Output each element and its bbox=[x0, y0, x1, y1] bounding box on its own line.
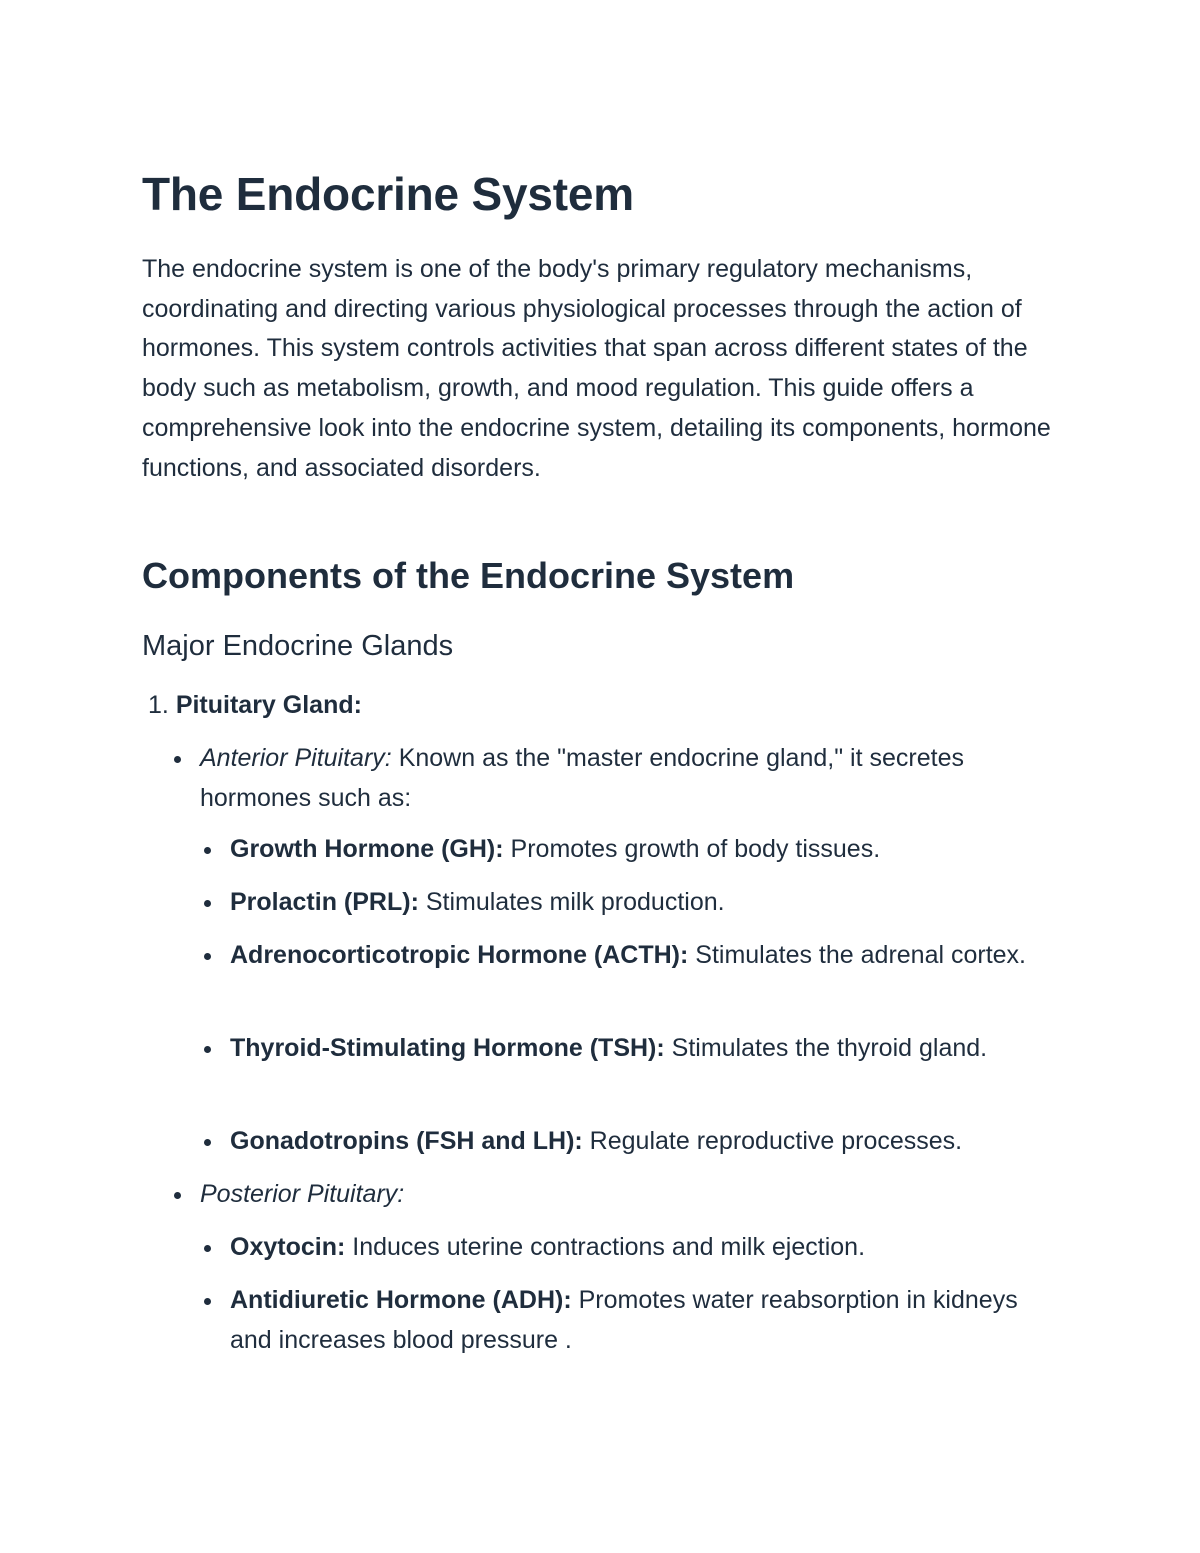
posterior-label: Posterior Pituitary: bbox=[200, 1180, 405, 1208]
bullet-icon bbox=[204, 1046, 211, 1053]
anterior-text: Known as the "master endocrine gland," it secretes hormones such as: bbox=[200, 744, 964, 812]
bullet-icon bbox=[204, 1298, 211, 1305]
list-number: 1. bbox=[148, 691, 169, 719]
bullet-icon bbox=[174, 756, 181, 763]
hormone-name: Growth Hormone (GH): bbox=[230, 835, 504, 863]
bullet-icon bbox=[204, 1139, 211, 1146]
hormone-name: Thyroid-Stimulating Hormone (TSH): bbox=[230, 1034, 665, 1062]
list-item-hormone bbox=[230, 1281, 1020, 1360]
hormone-desc: Stimulates the thyroid gland. bbox=[664, 1034, 988, 1062]
list-item-posterior-pituitary bbox=[200, 1175, 1070, 1215]
bullet-icon bbox=[204, 847, 211, 854]
subsection-heading: Major Endocrine Glands bbox=[142, 630, 454, 662]
hormone-name: Gonadotropins (FSH and LH): bbox=[230, 1127, 583, 1155]
list-item-hormone bbox=[230, 936, 1030, 976]
hormone-name: Antidiuretic Hormone (ADH): bbox=[230, 1286, 572, 1314]
hormone-desc: Promotes water reabsorption in kidneys and increases blood pressure . bbox=[230, 1286, 1018, 1354]
bullet-icon bbox=[204, 900, 211, 907]
list-item-pituitary-gland bbox=[148, 686, 362, 726]
page-title: The Endocrine System bbox=[142, 168, 634, 220]
hormone-name: Prolactin (PRL): bbox=[230, 888, 419, 916]
list-item-hormone bbox=[230, 830, 1060, 870]
hormone-desc: Stimulates the adrenal cortex. bbox=[688, 941, 1026, 969]
hormone-name: Oxytocin: bbox=[230, 1233, 346, 1261]
intro-paragraph: The endocrine system is one of the body's primary regulatory mechanisms, coordinating and directing various physiological processes through the action of hormones. This system controls activities that span across different states of the body such as metabolism, growth, and mood regulation. This guide offers a comprehensive look into the endocrine system, detailing its components, hormone functions, and associated disorders. bbox=[142, 255, 1051, 482]
bullet-icon bbox=[204, 1245, 211, 1252]
bullet-icon bbox=[204, 953, 211, 960]
bullet-icon bbox=[174, 1192, 181, 1199]
list-item-anterior-pituitary bbox=[200, 739, 1070, 818]
list-item-label: Pituitary Gland: bbox=[175, 691, 362, 719]
hormone-desc: Induces uterine contractions and milk ejection. bbox=[345, 1233, 866, 1261]
section-heading: Components of the Endocrine System bbox=[142, 555, 795, 596]
list-item-hormone bbox=[230, 1122, 1130, 1162]
hormone-name: Adrenocorticotropic Hormone (ACTH): bbox=[230, 941, 689, 969]
list-item-hormone bbox=[230, 1029, 1010, 1069]
list-item-hormone bbox=[230, 1228, 1060, 1268]
hormone-desc: Stimulates milk production. bbox=[418, 888, 725, 916]
anterior-label: Anterior Pituitary: bbox=[200, 744, 392, 772]
list-item-hormone bbox=[230, 883, 1060, 923]
hormone-desc: Promotes growth of body tissues. bbox=[503, 835, 881, 863]
hormone-desc: Regulate reproductive processes. bbox=[582, 1127, 963, 1155]
